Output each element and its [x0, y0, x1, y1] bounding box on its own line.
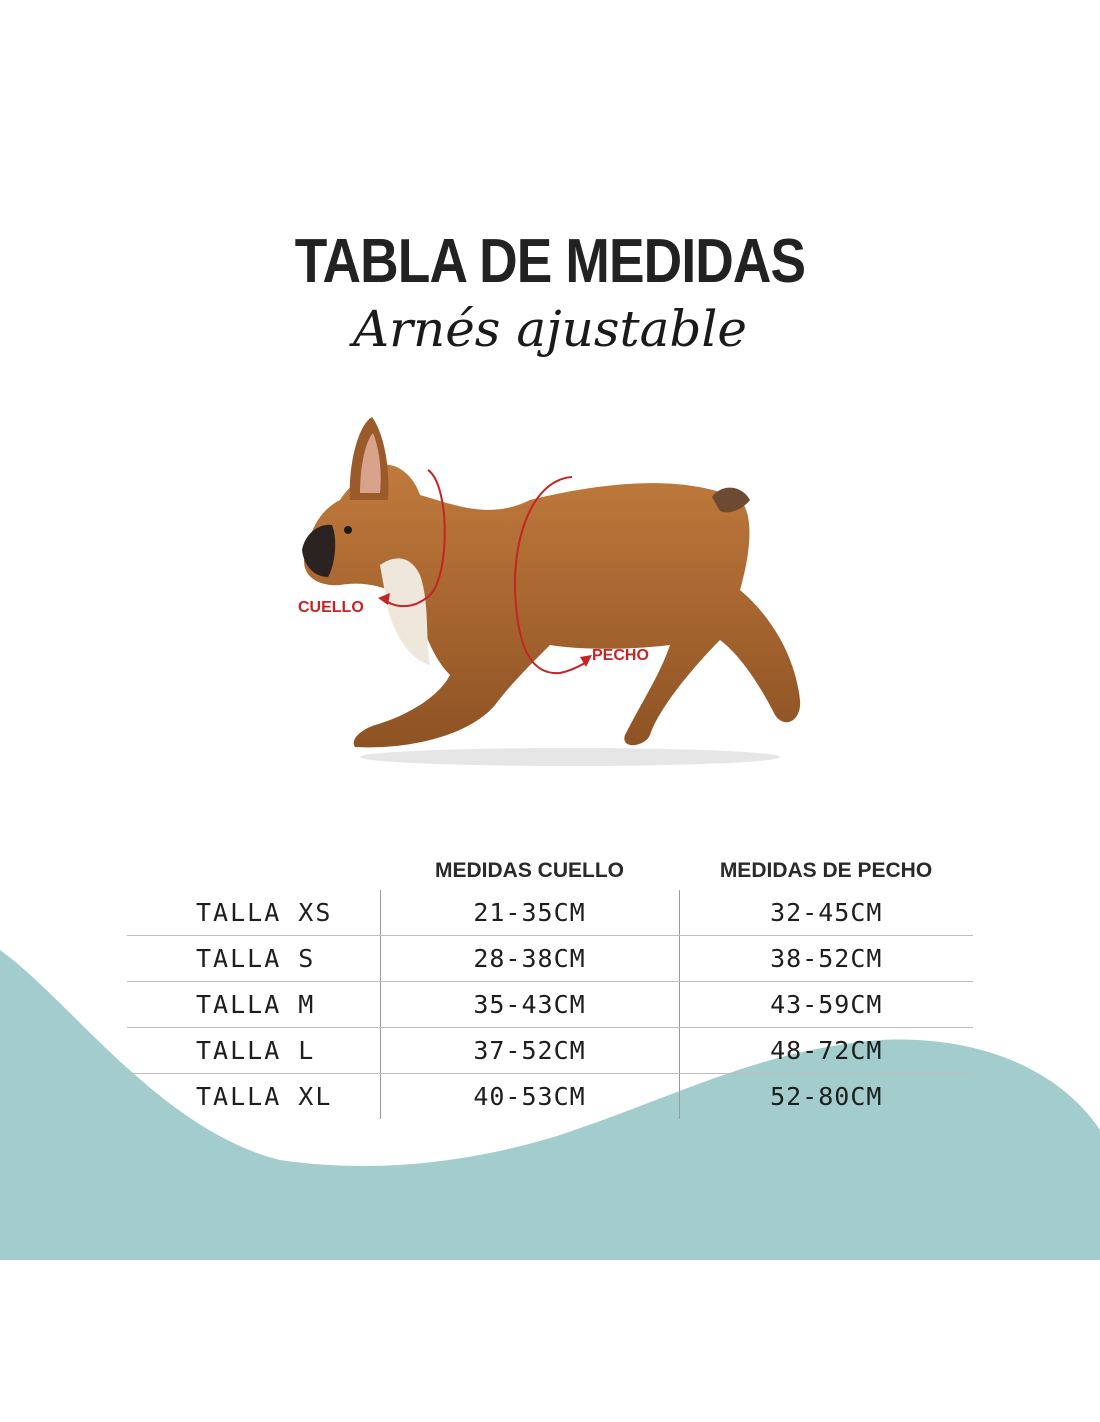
table-row — [127, 936, 973, 982]
chest-label: PECHO — [592, 647, 649, 664]
neck-cell: 40-53CM — [380, 1074, 679, 1120]
chest-cell: 38-52CM — [679, 936, 973, 982]
chest-cell: 43-59CM — [679, 982, 973, 1028]
table-row — [127, 982, 973, 1028]
table-row — [127, 890, 973, 936]
neck-label: CUELLO — [298, 599, 364, 616]
neck-arrowhead — [378, 593, 390, 605]
header-neck: MEDIDAS CUELLO — [435, 859, 624, 882]
table-row — [127, 1074, 973, 1120]
size-cell: TALLA L — [127, 1028, 380, 1074]
size-cell: TALLA M — [127, 982, 380, 1028]
chest-cell: 48-72CM — [679, 1028, 973, 1074]
size-table — [127, 852, 973, 1119]
neck-cell: 21-35CM — [380, 890, 679, 936]
size-cell: TALLA S — [127, 936, 380, 982]
table-row — [127, 1028, 973, 1074]
chest-cell: 52-80CM — [679, 1074, 973, 1120]
dog-eye — [344, 526, 352, 534]
header-chest: MEDIDAS DE PECHO — [719, 859, 933, 882]
header-size — [127, 852, 380, 890]
page-title: TABLA DE MEDIDAS — [294, 227, 806, 296]
ground-shadow — [360, 748, 780, 766]
page-subtitle: Arnés ajustable — [352, 300, 748, 358]
neck-cell: 35-43CM — [380, 982, 679, 1028]
chest-cell: 32-45CM — [679, 890, 973, 936]
neck-cell: 28-38CM — [380, 936, 679, 982]
table-header-row — [127, 852, 973, 890]
neck-cell: 37-52CM — [380, 1028, 679, 1074]
size-cell: TALLA XL — [196, 1082, 333, 1111]
size-cell: TALLA XS — [127, 890, 380, 936]
